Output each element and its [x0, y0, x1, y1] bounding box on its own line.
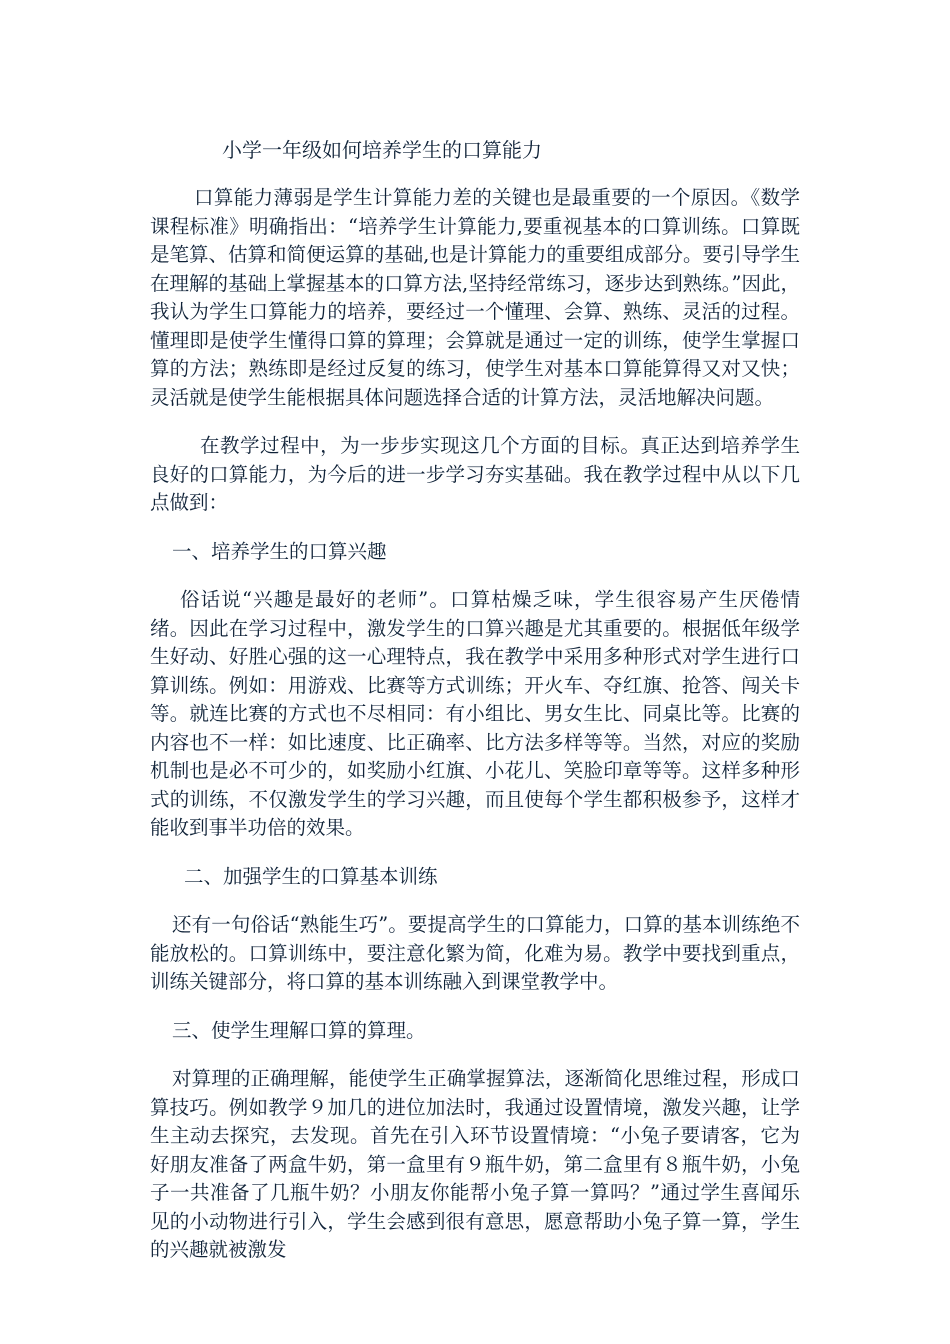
section-heading-2: 二、加强学生的口算基本训练 [184, 864, 438, 888]
document-title: 小学一年级如何培养学生的口算能力 [222, 138, 542, 162]
intro-paragraph: 口算能力薄弱是学生计算能力差的关键也是最重要的一个原因。《数学课程标准》明确指出：“培养学生计算能力,要重视基本的口算训练。口算既是笔算、估算和简便运算的基础,也是计算能力的重要组成部分。要引导学生在理解的基础上掌握基本的口算方法,坚持经常练习，逐步达到熟练。”因此，我认为学生口算能力的培养，要经过一个懂理、会算、熟练、灵活的过程。懂理即是使学生懂得口算的算理；会算就是通过一定的训练，使学生掌握口算的方法；熟练即是经过反复的练习，使学生对基本口算能算得又对又快；灵活就是使学生能根据具体问题选择合适的计算方法，灵活地解决问题。 [150, 186, 800, 409]
document-page [150, 136, 800, 1285]
intro-paragraph-2: 在教学过程中，为一步步实现这几个方面的目标。真正达到培养学生良好的口算能力，为今后的进一步学习夯实基础。我在教学过程中从以下几点做到： [150, 434, 800, 514]
section-body-1: 俗话说“兴趣是最好的老师”。口算枯燥乏味，学生很容易产生厌倦情绪。因此在学习过程中，激发学生的口算兴趣是尤其重要的。根据低年级学生好动、好胜心强的这一心理特点，我在教学中采用多种形式对学生进行口算训练。例如：用游戏、比赛等方式训练；开火车、夺红旗、抢答、闯关卡等。就连比赛的方式也不尽相同：有小组比、男女生比、同桌比等。比赛的内容也不一样：如比速度、比正确率、比方法多样等等。当然，对应的奖励机制也是必不可少的，如奖励小红旗、小花儿、笑脸印章等等。这样多种形式的训练，不仅激发学生的学习兴趣，而且使每个学生都积极参予，这样才能收到事半功倍的效果。 [150, 588, 800, 839]
section-body-3: 对算理的正确理解，能使学生正确掌握算法，逐渐简化思维过程，形成口算技巧。例如教学９加几的进位加法时，我通过设置情境，激发兴趣，让学生主动去探究，去发现。首先在引入环节设置情境：“小兔子要请客，它为好朋友准备了两盒牛奶，第一盒里有９瓶牛奶，第二盒里有８瓶牛奶，小兔子一共准备了几瓶牛奶？小朋友你能帮小兔子算一算吗？”通过学生喜闻乐见的小动物进行引入，学生会感到很有意思，愿意帮助小兔子算一算，学生的兴趣就被激发 [150, 1067, 800, 1261]
section-body-2: 还有一句俗话“熟能生巧”。要提高学生的口算能力，口算的基本训练绝不能放松的。口算训练中，要注意化繁为简，化难为易。教学中要找到重点，训练关键部分，将口算的基本训练融入到课堂教学中。 [150, 913, 800, 993]
section-heading-1: 一、培养学生的口算兴趣 [172, 539, 387, 563]
section-heading-3: 三、使学生理解口算的算理。 [172, 1018, 426, 1042]
